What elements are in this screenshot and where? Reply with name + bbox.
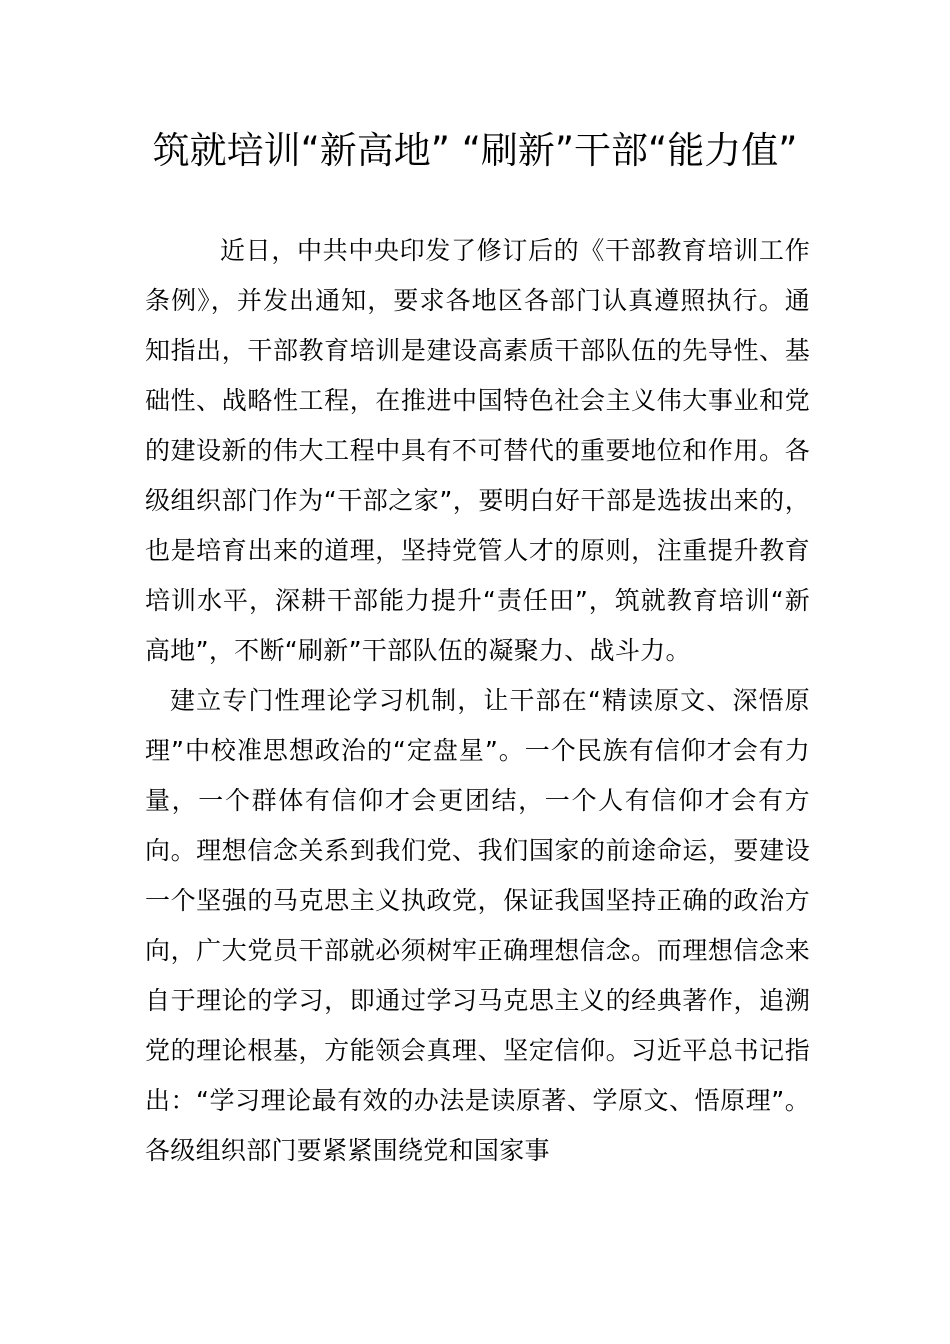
- document-title: 筑就培训“新高地” “刷新”干部“能力值”: [152, 129, 798, 172]
- document-body: [145, 226, 810, 1176]
- paragraph-2: 建立专门性理论学习机制，让干部在“精读原文、深悟原理”中校准思想政治的“定盘星”。一个民族有信仰才会有力量，一个群体有信仰才会更团结，一个人有信仰才会有方向。理想信念关系到我们党、我们国家的前途命运，要建设一个坚强的马克思主义执政党，保证我国坚持正确的政治方向，广大党员干部就必须树牢正确理想信念。而理想信念来自于理论的学习，即通过学习马克思主义的经典著作，追溯党的理论根基，方能领会真理、坚定信仰。习近平总书记指出：“学习理论最有效的办法是读原著、学原文、悟原理”。各级组织部门要紧紧围绕党和国家事: [145, 686, 810, 1165]
- paragraph-1: 近日，中共中央印发了修订后的《干部教育培训工作条例》，并发出通知，要求各地区各部门认真遵照执行。通知指出，干部教育培训是建设高素质干部队伍的先导性、基础性、战略性工程，在推进中国特色社会主义伟大事业和党的建设新的伟大工程中具有不可替代的重要地位和作用。各级组织部门作为“干部之家”，要明白好干部是选拔出来的，也是培育出来的道理，坚持党管人才的原则，注重提升教育培训水平，深耕干部能力提升“责任田”，筑就教育培训“新高地”，不断“刷新”干部队伍的凝聚力、战斗力。: [145, 236, 810, 665]
